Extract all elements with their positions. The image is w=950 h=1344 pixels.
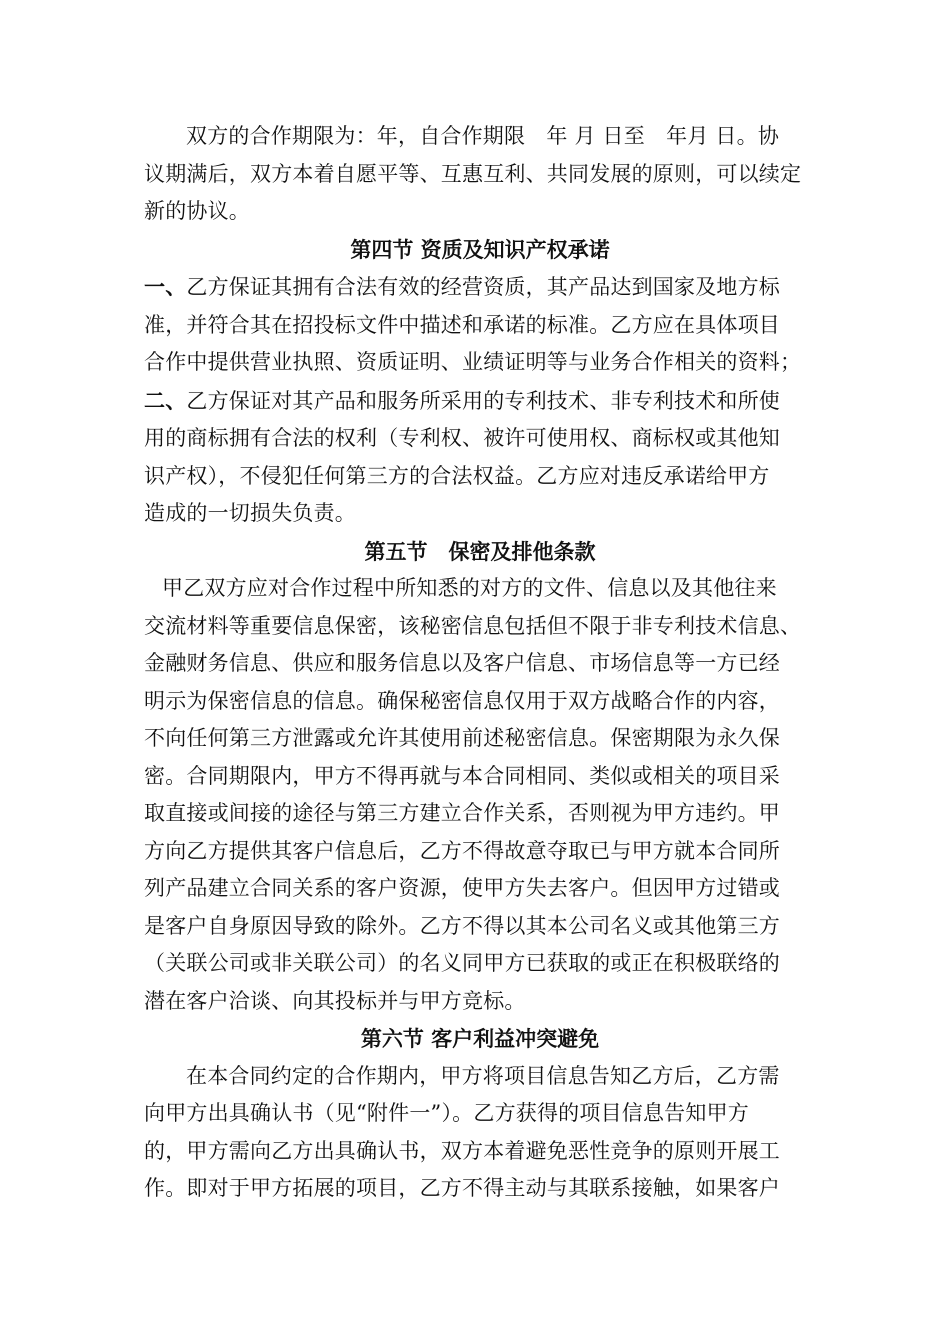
cooperation-period-paragraph: [144, 118, 816, 231]
section-4-heading: 第四节 资质及知识产权承诺: [350, 236, 610, 262]
text-line: 合作中提供营业执照、资质证明、业绩证明等与业务合作相关的资料；: [144, 350, 802, 374]
text-line: 不向任何第三方泄露或允许其使用前述秘密信息。保密期限为永久保: [144, 726, 780, 750]
text-line: 明示为保密信息的信息。确保秘密信息仅用于双方战略合作的内容，: [144, 688, 780, 713]
text-line: （关联公司或非关联公司）的名义同甲方已获取的或正在积极联络的: [144, 951, 780, 975]
text-line: 金融财务信息、供应和服务信息以及客户信息、市场信息等一方已经: [144, 651, 780, 675]
item-text: 乙方保证对其产品和服务所采用的专利技术、非专利技术和所使: [186, 388, 781, 413]
text-line: 作。即对于甲方拓展的项目，乙方不得主动与其联系接触，如果客户: [144, 1176, 780, 1200]
text-line: 方向乙方提供其客户信息后，乙方不得故意夺取已与甲方就本合同所: [144, 838, 780, 863]
section-6-paragraph: [144, 1058, 816, 1208]
text-line: [144, 382, 816, 421]
text-line: 造成的一切损失负责。: [144, 501, 356, 525]
text-line: 在本合同约定的合作期内，甲方将项目信息告知乙方后，乙方需: [186, 1063, 780, 1088]
text-line: 识产权），不侵犯任何第三方的合法权益。乙方应对违反承诺给甲方: [144, 463, 770, 488]
text-line: [144, 268, 816, 307]
text-line: 新的协议。: [144, 199, 250, 223]
text-line: 向甲方出具确认书（见“附件一”）。乙方获得的项目信息告知甲方: [144, 1101, 749, 1125]
text-line: 交流材料等重要信息保密，该秘密信息包括但不限于非专利技术信息、: [144, 613, 802, 638]
text-line: 甲乙双方应对合作过程中所知悉的对方的文件、信息以及其他往来: [162, 576, 777, 600]
section-5-heading: 第五节 保密及排他条款: [364, 538, 596, 564]
text-line: 列产品建立合同关系的客户资源，使甲方失去客户。但因甲方过错或: [144, 876, 780, 900]
section-6-heading: 第六节 客户利益冲突避免: [360, 1026, 600, 1051]
item-text: 乙方保证其拥有合法有效的经营资质，其产品达到国家及地方标: [186, 275, 781, 299]
section-4-item-2: [144, 382, 816, 533]
text-line: 双方的合作期限为：年，自合作期限 年 月 日至 年月 日。协: [186, 124, 780, 148]
text-line: 潜在客户洽谈、向其投标并与甲方竞标。: [144, 988, 526, 1013]
text-line: 是客户自身原因导致的除外。乙方不得以其本公司名义或其他第三方: [144, 913, 780, 938]
section-4-item-1: [144, 268, 816, 382]
item-number: 一、: [144, 274, 187, 299]
text-line: 密。合同期限内，甲方不得再就与本合同相同、类似或相关的项目采: [144, 763, 780, 788]
section-5-paragraph: [144, 570, 816, 1020]
item-number: 二、: [144, 387, 187, 413]
text-line: 的，甲方需向乙方出具确认书，双方本着避免恶性竞争的原则开展工: [144, 1138, 780, 1163]
text-line: 用的商标拥有合法的权利（专利权、被许可使用权、商标权或其他知: [144, 426, 780, 450]
document-body: [144, 118, 816, 1208]
text-line: 议期满后，双方本着自愿平等、互惠互利、共同发展的原则，可以续定: [144, 161, 802, 186]
text-line: 取直接或间接的途径与第三方建立合作关系，否则视为甲方违约。甲: [144, 801, 780, 825]
text-line: 准，并符合其在招投标文件中描述和承诺的标准。乙方应在具体项目: [144, 312, 780, 337]
